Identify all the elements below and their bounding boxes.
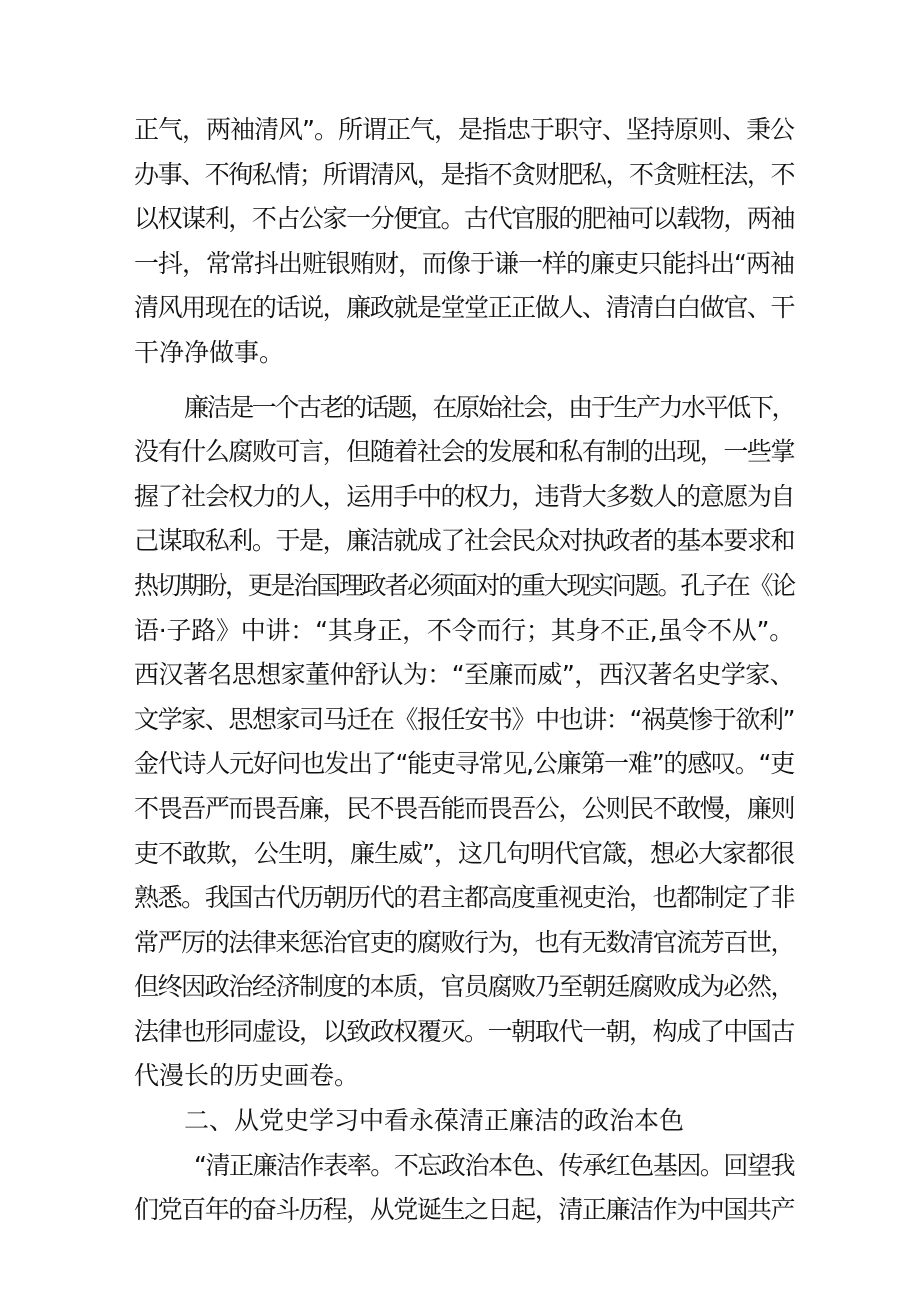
text-line: 文学家、思想家司马迁在《报任安书》中也讲：“祸莫惨于欲利”: [134, 704, 794, 734]
text-line: 代漫长的历史画卷。: [134, 1061, 360, 1091]
text-line: 但终因政治经济制度的本质，官员腐败乃至朝廷腐败成为必然，: [134, 972, 794, 1002]
text-line: “清正廉洁作表率。不忘政治本色、传承红色基因。回望我: [194, 1150, 794, 1180]
text-line: 清风用现在的话说，廉政就是堂堂正正做人、清清白白做官、干: [134, 293, 794, 323]
text-line: 们党百年的奋斗历程，从党诞生之日起，清正廉洁作为中国共产: [134, 1195, 794, 1225]
text-line: 熟悉。我国古代历朝历代的君主都高度重视吏治，也都制定了非: [134, 883, 794, 913]
text-line: 热切期盼，更是治国理政者必须面对的重大现实问题。孔子在《论: [134, 570, 794, 600]
section-heading-text: 二、从党史学习中看永葆清正廉洁的政治本色: [184, 1106, 685, 1136]
text-line: 西汉著名思想家董仲舒认为：“至廉而威”，西汉著名史学家、: [134, 660, 794, 690]
text-line: 己谋取私利。于是，廉洁就成了社会民众对执政者的基本要求和: [134, 526, 794, 556]
document-body: [134, 108, 794, 1233]
text-line: 没有什么腐败可言，但随着社会的发展和私有制的出现，一些掌: [134, 437, 794, 467]
text-line: 法律也形同虚设，以致政权覆灭。一朝取代一朝，构成了中国古: [134, 1016, 794, 1046]
text-line: 干净净做事。: [134, 337, 285, 367]
text-line: 正气，两袖清风”。所谓正气，是指忠于职守、坚持原则、秉公: [134, 115, 794, 144]
paragraph-1: [134, 108, 794, 376]
text-line: 常严厉的法律来惩治官吏的腐败行为，也有无数清官流芳百世，: [134, 927, 794, 957]
section-heading: [134, 1099, 794, 1144]
text-line: 握了社会权力的人，运用手中的权力，违背大多数人的意愿为自: [134, 481, 794, 511]
paragraph-gap: [134, 376, 794, 386]
text-line: 金代诗人元好问也发出了“能吏寻常见,公廉第一难”的感叹。“吏: [134, 749, 794, 779]
paragraph-2: [134, 386, 794, 1100]
text-line: 不畏吾严而畏吾廉，民不畏吾能而畏吾公，公则民不敢慢，廉则: [134, 793, 794, 823]
text-line: 吏不敢欺，公生明，廉生威”，这几句明代官箴，想必大家都很: [134, 838, 794, 868]
text-line: 语·子路》中讲：“其身正，不令而行；其身不正,虽令不从”。: [134, 615, 794, 645]
text-line: 廉洁是一个古老的话题，在原始社会，由于生产力水平低下，: [184, 392, 794, 422]
text-line: 以权谋利，不占公家一分便宜。古代官服的肥袖可以载物，两袖: [134, 204, 794, 234]
text-line: 一抖，常常抖出赃银贿财，而像于谦一样的廉吏只能抖出“两袖: [134, 248, 794, 278]
text-line: 办事、不徇私情；所谓清风，是指不贪财肥私，不贪赃枉法，不: [134, 159, 794, 189]
paragraph-3: [134, 1144, 794, 1233]
